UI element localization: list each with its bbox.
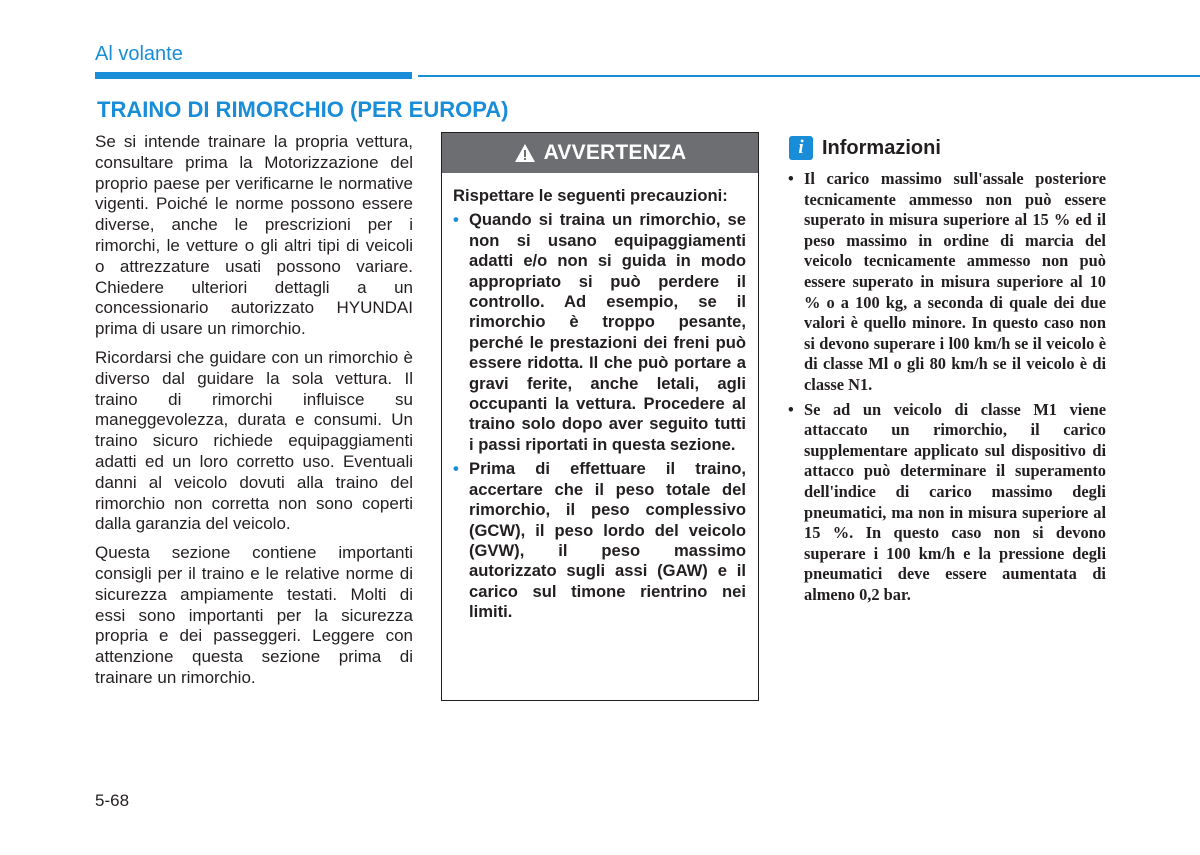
info-header <box>789 136 941 160</box>
bullet-icon: • <box>788 399 794 419</box>
section-label: Al volante <box>95 43 183 65</box>
page-title: TRAINO DI RIMORCHIO (PER EUROPA) <box>97 97 509 122</box>
warning-triangle-icon <box>514 143 536 163</box>
warning-intro: Rispettare le seguenti precauzioni: <box>453 186 728 205</box>
list-item-text: Quando si traina un rimorchio, se non si usano equipaggiamenti adatti e/o non si guida in modo appropriato si può perdere il controllo. Ad esempio, se il rimorchio è troppo pesante, perché le prestazioni dei freni può essere ridotta. Il che può portare a gravi ferite, anche letali, agli occupanti la vettura. Procedere al traino solo dopo aver seguito tutti i passi riportati in questa sezione. <box>469 210 746 454</box>
list-item <box>788 400 1106 606</box>
page-number: 5-68 <box>95 791 130 810</box>
warning-box <box>441 132 759 701</box>
warning-list <box>453 210 746 622</box>
paragraph: Se si intende trainare la propria vettura, consultare prima la Motorizzazione del proprio paese per verificarne le normative vigenti. Poiché le norme possono essere diverse, anche le prescrizioni per i rimorchi, le vetture o gli altri tipi di veicoli o attrezzature usati possono variare. Chiedere ulteriori dettagli a un concessionario autorizzato HYUNDAI prima di usare un rimorchio. <box>95 132 413 339</box>
header-rule-thick <box>95 72 412 79</box>
warning-header <box>442 133 758 173</box>
list-item-text: Prima di effettuare il traino, accertare che il peso totale del rimorchio, il peso complessivo (GCW), il peso lordo del veicolo (GVW), il peso massimo autorizzato sugli assi (GAW) e il carico sul timone rientrino nei limiti. <box>469 459 746 622</box>
warning-title: AVVERTENZA <box>543 141 687 164</box>
bullet-icon: • <box>453 459 459 479</box>
list-item-text: Il carico massimo sull'assale posteriore tecnicamente ammesso non può essere superato in misura superiore al 15 % ed il peso massimo in ordine di marcia del veicolo tecnicamente ammesso non può essere superato in misura superiore al 10 % o a 100 kg, a seconda di quale dei due valori è quello minore. In questo caso non si devono superare i l00 km/h se il veicolo è di classe Ml o gli 80 km/h se il veicolo è di classe N1. <box>804 169 1106 394</box>
warning-body <box>442 173 758 623</box>
list-item-text: Se ad un veicolo di classe M1 viene attaccato un rimorchio, il carico supplementare applicato sul dispositivo di attacco può determinare il superamento dell'indice di carico massimo degli pneumatici, ma non in misura superiore al 15 %. In questo caso non si devono superare i 100 km/h e la pressione degli pneumatici deve essere aumentata di almeno 0,2 bar. <box>804 399 1106 604</box>
list-item <box>453 459 746 622</box>
info-icon: i <box>789 136 813 160</box>
list-item <box>453 210 746 455</box>
bullet-icon: • <box>788 169 794 188</box>
bullet-icon: • <box>453 210 459 230</box>
left-column-text <box>95 132 413 697</box>
info-title: Informazioni <box>822 136 941 159</box>
paragraph: Questa sezione contiene importanti consigli per il traino e le relative norme di sicurezza ampiamente testati. Molti di essi sono importanti per la sicurezza propria e dei passeggeri. Leggere con attenzione questa sezione prima di trainare un rimorchio. <box>95 543 413 687</box>
info-list <box>788 169 1106 609</box>
header-rule-thin <box>418 75 1200 77</box>
paragraph: Ricordarsi che guidare con un rimorchio è diverso dal guidare la sola vettura. Il traino di rimorchi influisce su maneggevolezza, durata e consumi. Un traino sicuro richiede equipaggiamenti adatti ed un loro corretto uso. Eventuali danni al veicolo dovuti alla traino del rimorchio non corretta non sono coperti dalla garanzia del veicolo. <box>95 347 413 534</box>
list-item <box>788 169 1106 396</box>
